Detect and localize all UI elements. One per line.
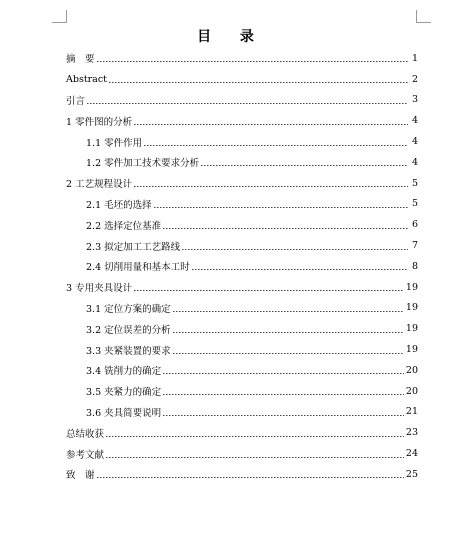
toc-entry-page-number: 25 bbox=[405, 468, 418, 480]
toc-entry[interactable] bbox=[66, 298, 418, 319]
toc-entry-label: 3.5 夹紧力的确定 bbox=[86, 387, 162, 399]
toc-entry-label: 3.2 定位误差的分析 bbox=[86, 324, 171, 336]
dot-leader bbox=[154, 207, 408, 208]
toc-entry[interactable] bbox=[66, 173, 418, 194]
dot-leader bbox=[163, 415, 404, 416]
toc-entry[interactable] bbox=[66, 360, 418, 381]
toc-entry-label: 1.2 零件加工技术要求分析 bbox=[86, 158, 200, 170]
dot-leader bbox=[173, 311, 404, 312]
toc-entry-page-number: 19 bbox=[405, 302, 418, 314]
dot-leader bbox=[97, 477, 404, 478]
crop-mark-top-right bbox=[416, 10, 431, 23]
toc-entry-label: 参考文献 bbox=[66, 449, 105, 461]
toc-entry-label: Abstract bbox=[66, 73, 107, 85]
toc-entry[interactable] bbox=[66, 69, 418, 90]
toc-entry[interactable] bbox=[66, 318, 418, 339]
toc-entry-label: 2 工艺规程设计 bbox=[66, 179, 133, 191]
toc-entry[interactable] bbox=[66, 277, 418, 298]
toc-entry-page-number: 20 bbox=[405, 364, 418, 376]
dot-leader bbox=[173, 353, 404, 354]
toc-entry[interactable] bbox=[66, 194, 418, 215]
dot-leader bbox=[173, 332, 404, 333]
toc-entry-page-number: 21 bbox=[405, 406, 418, 418]
toc-entry[interactable] bbox=[66, 90, 418, 111]
dot-leader bbox=[192, 269, 408, 270]
toc-entry-page-number: 3 bbox=[411, 94, 418, 106]
toc-entry-page-number: 1 bbox=[411, 52, 418, 64]
toc-entry-page-number: 8 bbox=[411, 260, 418, 272]
toc-entry[interactable] bbox=[66, 110, 418, 131]
toc-entry[interactable] bbox=[66, 339, 418, 360]
toc-entry[interactable] bbox=[66, 443, 418, 464]
dot-leader bbox=[144, 145, 408, 146]
page-title: 目 录 bbox=[197, 29, 266, 45]
toc-entry[interactable] bbox=[66, 48, 418, 69]
toc-entry-page-number: 2 bbox=[411, 73, 418, 85]
toc-entry[interactable] bbox=[66, 152, 418, 173]
toc-entry-page-number: 19 bbox=[405, 344, 418, 356]
dot-leader bbox=[134, 186, 408, 187]
table-of-contents bbox=[66, 48, 418, 485]
toc-entry-label: 1 零件图的分析 bbox=[66, 116, 133, 128]
toc-entry-label: 致 谢 bbox=[66, 470, 95, 482]
dot-leader bbox=[201, 165, 408, 166]
toc-entry-label: 2.3 拟定加工工艺路线 bbox=[86, 241, 181, 253]
toc-entry-page-number: 7 bbox=[411, 240, 418, 252]
dot-leader bbox=[106, 457, 404, 458]
toc-entry-label: 3.4 铣削力的确定 bbox=[86, 366, 162, 378]
toc-entry-label: 3.6 夹具简要说明 bbox=[86, 407, 162, 419]
crop-mark-top-left bbox=[52, 10, 67, 23]
toc-entry-page-number: 19 bbox=[405, 281, 418, 293]
toc-entry-label: 总结收获 bbox=[66, 428, 105, 440]
toc-entry-page-number: 5 bbox=[411, 177, 418, 189]
toc-entry-page-number: 20 bbox=[405, 385, 418, 397]
toc-entry[interactable] bbox=[66, 422, 418, 443]
dot-leader bbox=[97, 61, 408, 62]
toc-entry-label: 摘 要 bbox=[66, 54, 95, 66]
dot-leader bbox=[134, 290, 404, 291]
toc-entry-label: 2.1 毛坯的选择 bbox=[86, 199, 152, 211]
toc-entry[interactable] bbox=[66, 256, 418, 277]
dot-leader bbox=[87, 103, 408, 104]
toc-entry[interactable] bbox=[66, 464, 418, 485]
dot-leader bbox=[163, 373, 404, 374]
dot-leader bbox=[163, 394, 404, 395]
toc-entry-label: 3.3 夹紧装置的要求 bbox=[86, 345, 171, 357]
dot-leader bbox=[134, 124, 408, 125]
dot-leader bbox=[163, 228, 408, 229]
toc-entry-page-number: 5 bbox=[411, 198, 418, 210]
dot-leader bbox=[106, 436, 404, 437]
toc-entry[interactable] bbox=[66, 402, 418, 423]
dot-leader bbox=[182, 249, 408, 250]
toc-entry-page-number: 4 bbox=[411, 156, 418, 168]
toc-entry-page-number: 23 bbox=[405, 427, 418, 439]
toc-entry-label: 1.1 零件作用 bbox=[86, 137, 143, 149]
toc-entry-label: 引言 bbox=[66, 95, 86, 107]
toc-entry-page-number: 4 bbox=[411, 115, 418, 127]
toc-entry[interactable] bbox=[66, 381, 418, 402]
toc-entry-label: 2.2 选择定位基准 bbox=[86, 220, 162, 232]
toc-entry[interactable] bbox=[66, 131, 418, 152]
toc-entry-label: 3.1 定位方案的确定 bbox=[86, 303, 171, 315]
toc-entry-page-number: 24 bbox=[405, 448, 418, 460]
toc-entry-label: 3 专用夹具设计 bbox=[66, 283, 133, 295]
toc-entry[interactable] bbox=[66, 214, 418, 235]
toc-entry-page-number: 19 bbox=[405, 323, 418, 335]
toc-entry-page-number: 4 bbox=[411, 136, 418, 148]
toc-entry[interactable] bbox=[66, 235, 418, 256]
toc-entry-page-number: 6 bbox=[411, 219, 418, 231]
toc-entry-label: 2.4 切削用量和基本工时 bbox=[86, 262, 190, 274]
dot-leader bbox=[109, 82, 408, 83]
